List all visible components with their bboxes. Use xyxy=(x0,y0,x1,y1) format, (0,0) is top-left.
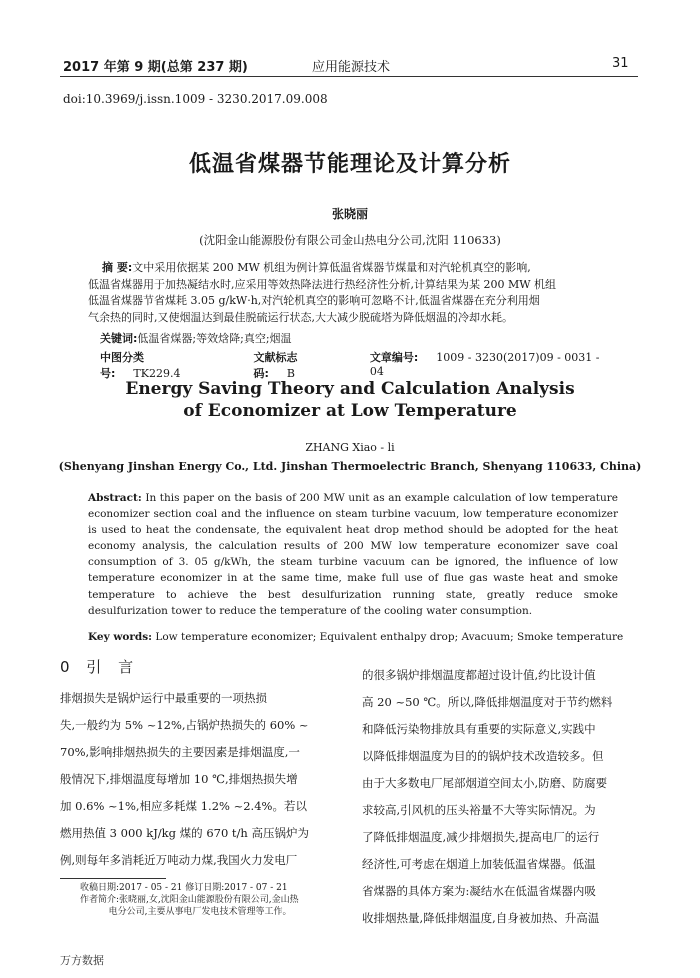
english-keywords-value: Low temperature economizer; Equivalent enthalpy drop; Avacuum; Smoke temperature xyxy=(155,631,624,643)
body-line: 排烟损失是锅炉运行中最重要的一项热损 xyxy=(60,691,267,705)
english-abstract xyxy=(88,490,618,619)
body-line: 求较高,引风机的压头裕量不大等实际情况。为 xyxy=(362,803,596,817)
journal-name: 应用能源技术 xyxy=(312,60,391,75)
body-line: 高 20 ~50 ℃。所以,降低排烟温度对于节约燃料 xyxy=(362,695,613,709)
chinese-title: 低温省煤器节能理论及计算分析 xyxy=(188,152,511,177)
body-line: 失,一般约为 5% ~12%,占锅炉热损失的 60% ~ xyxy=(60,718,309,732)
section-heading: 0 引 言 xyxy=(60,658,140,676)
body-line: 70%,影响排烟热损失的主要因素是排烟温度,一 xyxy=(60,745,300,759)
footnote-divider xyxy=(60,878,166,879)
doi: doi:10.3969/j.issn.1009 - 3230.2017.09.008 xyxy=(63,92,328,106)
body-line: 收排烟热量,降低排烟温度,自身被加热、升高温 xyxy=(362,911,600,925)
doc-code-value: B xyxy=(286,367,295,380)
english-keywords xyxy=(88,631,628,643)
keywords-label: 关键词: xyxy=(100,332,138,345)
clc-value: TK229.4 xyxy=(133,367,181,380)
abstract-line: 低温省煤器用于加热凝结水时,应采用等效热降法进行热经济性分析,计算结果为某 200 MW 机组 xyxy=(88,277,557,291)
footnote-author-bio: 作者简介:张晓丽,女,沈阳金山能源股份有限公司,金山热 xyxy=(80,895,299,905)
footnote-author-bio-cont: 电分公司,主要从事电厂发电技术管理等工作。 xyxy=(80,907,292,917)
abstract-label: 摘 要: xyxy=(102,261,133,274)
chinese-affiliation: (沈阳金山能源股份有限公司金山热电分公司,沈阳 110633) xyxy=(199,233,501,247)
body-line: 和降低污染物排放具有重要的实际意义,实践中 xyxy=(362,722,596,736)
english-title-line: Energy Saving Theory and Calculation Analysis xyxy=(125,379,575,399)
abstract-line: 低温省煤器节省煤耗 3.05 g/kW·h,对汽轮机真空的影响可忽略不计,低温省煤器在充分利用烟 xyxy=(88,294,540,307)
abstract-line: 文中采用依据某 200 MW 机组为例计算低温省煤器节煤量和对汽轮机真空的影响, xyxy=(132,261,531,274)
footnote xyxy=(80,882,299,918)
body-line: 例,则每年多消耗近万吨动力煤,我国火力发电厂 xyxy=(60,853,298,867)
article-no-value: 1009 - 3230(2017)09 - 0031 - 04 xyxy=(369,351,600,378)
english-keywords-label: Key words: xyxy=(88,631,153,643)
body-line: 以降低排烟温度为目的的锅炉技术改造较多。但 xyxy=(362,749,604,763)
english-title-line: of Economizer at Low Temperature xyxy=(183,401,517,421)
body-right-column xyxy=(362,662,642,932)
body-line: 燃用热值 3 000 kJ/kg 煤的 670 t/h 高压锅炉为 xyxy=(60,826,309,840)
body-left-column xyxy=(60,656,340,874)
header-divider xyxy=(60,76,638,77)
body-line: 了降低排烟温度,减少排烟损失,提高电厂的运行 xyxy=(362,830,600,844)
issue-info: 2017 年第 9 期(总第 237 期) xyxy=(63,60,248,75)
chinese-keywords xyxy=(100,330,620,346)
abstract-line: 气余热的同时,又使烟温达到最佳脱硫运行状态,大大减少脱硫塔为降低烟温的冷却水耗。 xyxy=(88,310,513,324)
body-line: 由于大多数电厂尾部烟道空间太小,防磨、防腐要 xyxy=(362,776,608,790)
chinese-abstract xyxy=(88,260,620,326)
english-title xyxy=(0,378,700,422)
classification-row xyxy=(100,349,640,381)
keywords-value: 低温省煤器;等效焓降;真空;烟温 xyxy=(137,332,292,345)
footnote-dates: 收稿日期:2017 - 05 - 21 修订日期:2017 - 07 - 21 xyxy=(80,883,288,893)
chinese-author: 张晓丽 xyxy=(331,207,368,221)
english-abstract-text: In this paper on the basis of 200 MW unit as an example calculation of low temperature economizer section coal and the influence on steam turbine vacuum, low temperature economizer is used to heat the condensate, the equivalent heat drop method should be adopted for the heat economy analysis, the calculation results of 200 MW low temperature economizer save coal consumption of 3. 05 g/kWh, the steam turbine vacuum can be ignored, the influence of low temperature economizer in at the same time, make full use of flue gas waste heat and smoke temperature to achieve the best desulfurization running state, greatly reduce smoke desulfurization tower to reduce the temperature of the cooling water consumption. xyxy=(88,492,618,617)
page-number: 31 xyxy=(612,56,629,71)
english-author: ZHANG Xiao - li xyxy=(305,441,395,454)
body-line: 省煤器的具体方案为:凝结水在低温省煤器内吸 xyxy=(362,884,596,898)
english-abstract-label: Abstract: xyxy=(88,492,142,504)
english-affiliation: (Shenyang Jinshan Energy Co., Ltd. Jinshan Thermoelectric Branch, Shenyang 110633, China) xyxy=(58,460,642,473)
watermark: 万方数据 xyxy=(60,954,104,967)
doc-code-label: 文献标志码: xyxy=(253,351,298,380)
clc-label: 中图分类号: xyxy=(100,351,144,380)
article-no-label: 文章编号: xyxy=(369,351,419,364)
body-line: 的很多锅炉排烟温度都超过设计值,约比设计值 xyxy=(362,668,596,682)
body-line: 加 0.6% ~1%,相应多耗煤 1.2% ~2.4%。若以 xyxy=(60,799,307,813)
body-line: 般情况下,排烟温度每增加 10 ℃,排烟热损失增 xyxy=(60,772,298,786)
body-line: 经济性,可考虑在烟道上加装低温省煤器。低温 xyxy=(362,857,596,871)
